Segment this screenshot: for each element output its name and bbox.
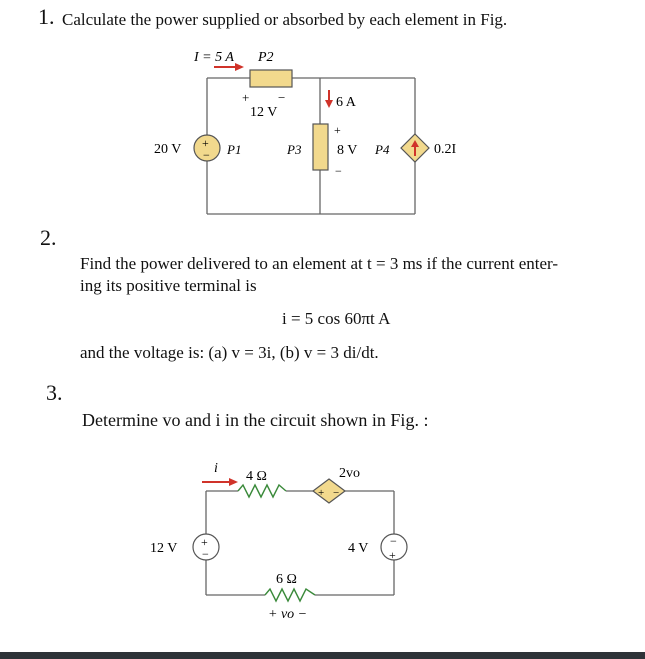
q3-i-arrow [202, 478, 238, 486]
q3-text: Determine vo and i in the circuit shown in Fig. : [82, 410, 429, 430]
q2-line1: Find the power delivered to an element at t = 3 ms if the current enter- [80, 254, 559, 273]
q1-text: Calculate the power supplied or absorbed by each element in Fig. [62, 10, 508, 29]
q1-circuit-diagram [130, 40, 460, 220]
q3-dep-label: 2vo [339, 466, 360, 481]
q3-i-label: i [214, 461, 218, 476]
q3-v4-label: 4 V [348, 541, 369, 556]
q3-vo-label: + vo − [268, 607, 308, 622]
q1-p4-label: P4 [375, 142, 390, 157]
q1-6a-arrow [325, 90, 333, 108]
q1-p3-label: P3 [287, 142, 302, 157]
q3-resistor-4ohm [238, 485, 286, 497]
q1-number: 1. [38, 4, 55, 29]
q1-v20-label: 20 V [154, 142, 182, 157]
q2-equation: i = 5 cos 60πt A [282, 309, 391, 328]
q3-dep-plus: + [318, 487, 325, 499]
q2-number: 2. [40, 225, 57, 250]
q1-source-plus: + [202, 136, 209, 150]
q3-resistor-6ohm [265, 589, 315, 601]
q1-source-minus: − [203, 148, 210, 162]
q3-number: 3. [46, 380, 63, 405]
q1-dep-label: 0.2I [434, 142, 457, 157]
q1-element-p2 [250, 70, 292, 87]
q1-plus-p3: + [334, 123, 341, 137]
q1-p1-label: P1 [227, 142, 242, 157]
q2-line2: ing its positive terminal is [80, 276, 257, 295]
q3-src12-minus: − [202, 547, 209, 561]
q3-dep-minus: − [333, 487, 340, 499]
q1-minus-top: − [278, 90, 286, 105]
q3-src4-plus: + [389, 548, 396, 562]
q3-circuit-diagram [130, 455, 430, 645]
q1-v12-label: 12 V [250, 105, 278, 120]
q3-src4-minus: − [390, 534, 397, 548]
q1-element-p3 [313, 124, 328, 170]
q1-current-label: I = 5 A [194, 50, 234, 65]
q1-6a-label: 6 A [336, 95, 356, 110]
q1-plus-top: + [242, 90, 250, 105]
q3-v12-label: 12 V [150, 541, 178, 556]
q3-r6-label: 6 Ω [276, 572, 297, 587]
q3-src12-plus: + [201, 535, 208, 549]
q2-line3: and the voltage is: (a) v = 3i, (b) v = 3 di/dt. [80, 343, 379, 362]
bottom-bar [0, 652, 645, 659]
q1-v8-label: 8 V [337, 143, 358, 158]
q1-minus-p3: − [335, 164, 342, 178]
q3-r4-label: 4 Ω [246, 469, 267, 484]
q1-p2-label: P2 [258, 50, 274, 65]
